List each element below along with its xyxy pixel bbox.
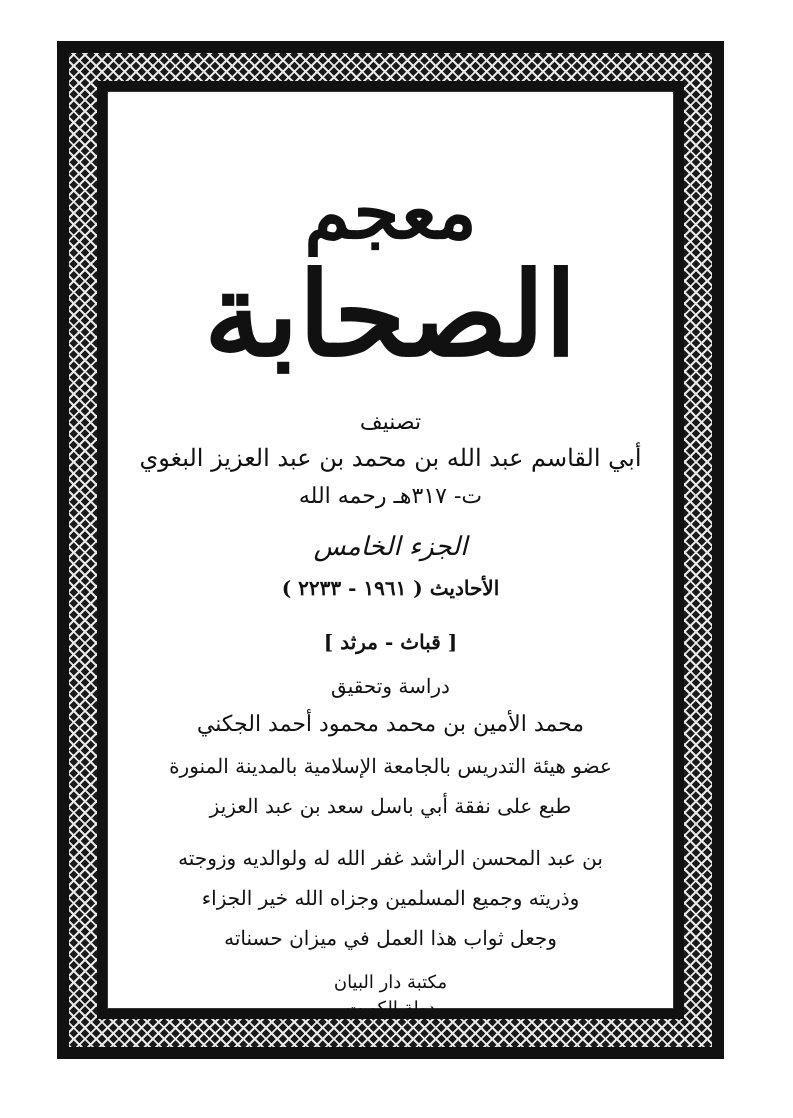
publisher-country: دولة الكويت [345,998,436,1019]
volume-label: الجزء الخامس [313,532,468,562]
author-name: أبي القاسم عبد الله بن محمد بن عبد العزيز البغوي [139,444,642,472]
hadith-range: الأحاديث ( ١٩٦١ - ٢٢٣٣ ) [281,576,500,600]
print-note: طبع على نفقة أبي باسل سعد بن عبد العزيز [209,794,572,818]
editor-role: عضو هيئة التدريس بالجامعة الإسلامية بالمدينة المنورة [169,754,612,778]
editor-name: محمد الأمين بن محمد محمود أحمد الجكني [196,712,585,737]
author-label: تصنيف [359,410,422,435]
name-range: [ قباث - مرثد ] [323,630,458,654]
title-page-panel [107,91,674,1019]
dedication-line: وذريته وجميع المسلمين وجزاه الله خير الجزاء [201,886,580,910]
title-page-content [108,92,673,1019]
book-title-line-2: الصحابة [204,247,577,383]
death-note: ت- ٣١٧هـ رحمه الله [298,484,483,509]
decorative-border [57,41,724,1059]
reward-line: وجعل ثواب هذا العمل في ميزان حسناته [224,926,557,950]
sponsor-line: بن عبد المحسن الراشد غفر الله له ولوالديه وزوجته [178,846,603,870]
book-title-line-1: معجم [304,170,477,256]
inner-border [97,81,684,1019]
publisher-name: مكتبة دار البيان [333,972,448,993]
study-label: دراسة وتحقيق [331,674,450,698]
